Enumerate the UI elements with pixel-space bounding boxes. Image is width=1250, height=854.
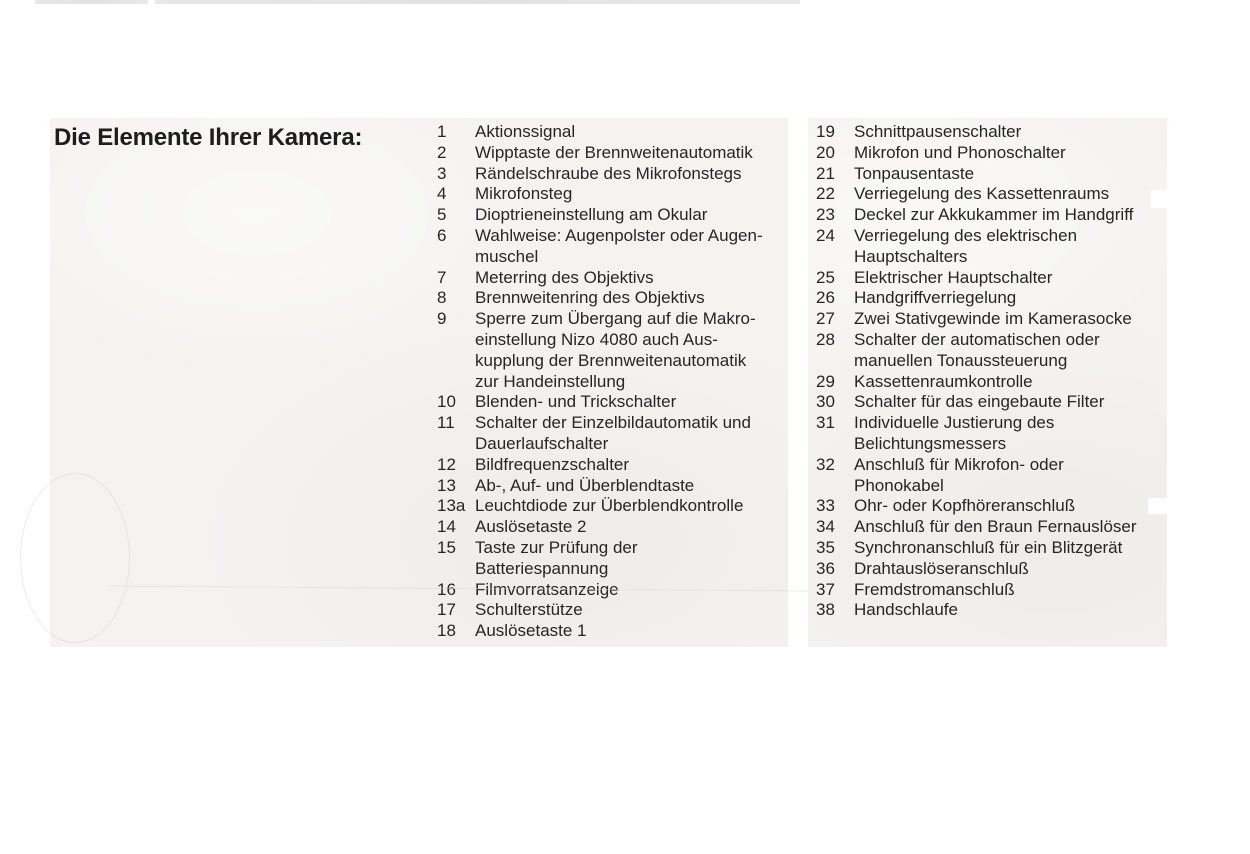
item-number: 27 <box>816 309 835 329</box>
item-text-line: Batteriespannung <box>475 558 609 578</box>
item-text <box>854 288 1164 309</box>
list-item <box>437 122 785 143</box>
item-number: 35 <box>816 537 835 557</box>
item-number: 29 <box>816 371 835 391</box>
item-number: 36 <box>816 558 835 578</box>
item-number: 37 <box>816 579 835 599</box>
list-item <box>816 372 1164 393</box>
item-text <box>475 184 785 205</box>
item-number: 24 <box>816 225 835 245</box>
list-item <box>437 226 785 268</box>
list-item <box>437 600 785 621</box>
item-text-line: Anschluß für Mikrofon- oder <box>854 454 1064 474</box>
list-item <box>816 392 1164 413</box>
item-text <box>854 580 1164 601</box>
item-text <box>854 372 1164 393</box>
item-text <box>854 559 1164 580</box>
item-number: 26 <box>816 288 835 308</box>
item-text-line: Mikrofonsteg <box>475 184 573 204</box>
item-number: 20 <box>816 142 835 162</box>
item-text <box>475 309 785 392</box>
list-item <box>816 122 1164 143</box>
item-text <box>854 496 1164 517</box>
item-text-line: manuellen Tonaussteuerung <box>854 350 1068 370</box>
item-text <box>854 205 1164 226</box>
item-text <box>854 538 1164 559</box>
item-text-line: Schalter der automatischen oder <box>854 329 1100 349</box>
list-item <box>816 205 1164 226</box>
item-text <box>854 268 1164 289</box>
item-text-line: Wipptaste der Brennweitenautomatik <box>475 142 753 162</box>
scan-edge-notch <box>1148 498 1167 514</box>
list-item <box>816 413 1164 455</box>
item-text-line: Mikrofon und Phonoschalter <box>854 142 1066 162</box>
item-text-line: Taste zur Prüfung der <box>475 537 638 557</box>
item-text <box>854 143 1164 164</box>
list-item <box>437 143 785 164</box>
list-item <box>437 496 785 517</box>
item-text-line: Fremdstromanschluß <box>854 579 1015 599</box>
item-number: 34 <box>816 517 835 537</box>
item-text <box>475 122 785 143</box>
item-text <box>475 621 785 642</box>
list-item <box>437 413 785 455</box>
item-text-line: Phonokabel <box>854 475 944 495</box>
item-text-line: Handgriffverriegelung <box>854 288 1017 308</box>
item-number: 13a <box>437 496 466 516</box>
item-text-line: Leuchtdiode zur Überblendkontrolle <box>475 496 744 516</box>
list-item <box>816 288 1164 309</box>
item-text-line: Synchronanschluß für ein Blitzgerät <box>854 537 1123 557</box>
scan-artifact-strip <box>155 0 800 4</box>
item-number: 10 <box>437 392 456 412</box>
item-number: 12 <box>437 454 456 474</box>
item-text-line: Auslösetaste 1 <box>475 621 587 641</box>
item-number: 17 <box>437 600 456 620</box>
item-number: 30 <box>816 392 835 412</box>
item-text-line: muschel <box>475 246 539 266</box>
item-text <box>854 392 1164 413</box>
item-text-line: Schulterstütze <box>475 600 583 620</box>
item-number: 1 <box>437 122 447 141</box>
camera-elements-list-2 <box>816 122 1164 621</box>
item-text <box>475 164 785 185</box>
list-item <box>437 268 785 289</box>
item-text-line: Ohr- oder Kopfhöreranschluß <box>854 496 1076 516</box>
list-item <box>437 309 785 392</box>
item-text <box>475 496 785 517</box>
list-item <box>816 226 1164 268</box>
item-number: 14 <box>437 517 456 537</box>
item-text <box>475 288 785 309</box>
item-number: 9 <box>437 309 447 329</box>
list-item <box>816 580 1164 601</box>
list-item <box>816 184 1164 205</box>
item-number: 16 <box>437 579 456 599</box>
item-text-line: Rändelschraube des Mikrofonstegs <box>475 163 742 183</box>
item-text <box>854 309 1164 330</box>
item-text <box>854 226 1164 268</box>
list-item <box>816 496 1164 517</box>
item-text-line: Belichtungsmessers <box>854 433 1007 453</box>
item-text <box>854 330 1164 372</box>
manual-page-right-section <box>808 118 1167 647</box>
list-item <box>437 455 785 476</box>
item-text-line: Blenden- und Trickschalter <box>475 392 677 412</box>
item-text-line: Individuelle Justierung des <box>854 413 1055 433</box>
item-number: 19 <box>816 122 835 141</box>
item-text-line: Verriegelung des Kassettenraums <box>854 184 1110 204</box>
item-text <box>475 580 785 601</box>
item-text-line: Anschluß für den Braun Fernauslöser <box>854 517 1137 537</box>
item-text <box>854 184 1164 205</box>
list-item <box>816 559 1164 580</box>
item-text-line: Meterring des Objektivs <box>475 267 654 287</box>
item-text-line: Sperre zum Übergang auf die Makro- <box>475 309 756 329</box>
item-text <box>475 205 785 226</box>
item-text-line: Verriegelung des elektrischen <box>854 225 1078 245</box>
item-text <box>854 517 1164 538</box>
item-number: 13 <box>437 475 456 495</box>
item-number: 25 <box>816 267 835 287</box>
item-text-line: Ab-, Auf- und Überblendtaste <box>475 475 695 495</box>
scan-artifact-strip <box>35 0 148 4</box>
item-text <box>475 517 785 538</box>
item-number: 15 <box>437 537 456 557</box>
list-item <box>816 164 1164 185</box>
item-number: 11 <box>437 413 455 433</box>
item-text-line: Schalter für das eingebaute Filter <box>854 392 1105 412</box>
item-text-line: Wahlweise: Augenpolster oder Augen- <box>475 225 763 245</box>
item-number: 38 <box>816 600 835 620</box>
list-item <box>816 330 1164 372</box>
list-item <box>437 476 785 497</box>
item-text-line: Filmvorratsanzeige <box>475 579 619 599</box>
manual-page-left-section <box>50 118 788 647</box>
list-item <box>816 455 1164 497</box>
item-text-line: Kassettenraumkontrolle <box>854 371 1033 391</box>
item-text-line: Schalter der Einzelbildautomatik und <box>475 413 751 433</box>
item-number: 7 <box>437 267 447 287</box>
item-number: 2 <box>437 142 447 162</box>
item-text-line: einstellung Nizo 4080 auch Aus- <box>475 329 718 349</box>
item-text <box>475 143 785 164</box>
item-text <box>475 392 785 413</box>
item-text <box>475 226 785 268</box>
list-item <box>437 164 785 185</box>
item-number: 23 <box>816 205 835 225</box>
item-text-line: Auslösetaste 2 <box>475 517 587 537</box>
item-text-line: Dauerlaufschalter <box>475 433 609 453</box>
list-item <box>816 143 1164 164</box>
item-number: 3 <box>437 163 447 183</box>
list-item <box>816 268 1164 289</box>
item-number: 28 <box>816 329 835 349</box>
item-number: 33 <box>816 496 835 516</box>
item-text-line: Drahtauslöseranschluß <box>854 558 1029 578</box>
item-text-line: Deckel zur Akkukammer im Handgriff <box>854 205 1134 225</box>
item-number: 21 <box>816 163 835 183</box>
item-number: 31 <box>816 413 835 433</box>
list-item <box>437 538 785 580</box>
item-text-line: Bildfrequenzschalter <box>475 454 630 474</box>
item-number: 6 <box>437 225 447 245</box>
camera-elements-list-1 <box>437 122 785 642</box>
paper-crease <box>20 473 130 643</box>
item-text <box>475 476 785 497</box>
item-text-line: Handschlaufe <box>854 600 958 620</box>
list-item <box>437 580 785 601</box>
list-item <box>816 600 1164 621</box>
list-item <box>437 392 785 413</box>
item-text-line: Elektrischer Hauptschalter <box>854 267 1053 287</box>
item-text <box>854 122 1164 143</box>
item-number: 18 <box>437 621 456 641</box>
item-text <box>854 455 1164 497</box>
item-text-line: Hauptschalters <box>854 246 968 266</box>
item-text-line: Zwei Stativgewinde im Kamerasocke <box>854 309 1132 329</box>
item-text <box>854 164 1164 185</box>
item-text-line: Tonpausentaste <box>854 163 975 183</box>
item-number: 22 <box>816 184 835 204</box>
item-text <box>475 600 785 621</box>
item-text-line: kupplung der Brennweitenautomatik <box>475 350 747 370</box>
list-item <box>437 621 785 642</box>
item-text <box>854 413 1164 455</box>
item-text-line: Brennweitenring des Objektivs <box>475 288 705 308</box>
list-item <box>816 309 1164 330</box>
scan-edge-notch <box>1151 190 1167 208</box>
item-number: 4 <box>437 184 447 204</box>
item-text-line: Dioptrieneinstellung am Okular <box>475 205 708 225</box>
item-text-line: Schnittpausenschalter <box>854 122 1022 141</box>
item-text <box>475 455 785 476</box>
item-text-line: Aktionssignal <box>475 122 576 141</box>
item-number: 5 <box>437 205 447 225</box>
list-item <box>437 288 785 309</box>
list-item <box>437 517 785 538</box>
item-text <box>475 538 785 580</box>
item-text <box>854 600 1164 621</box>
item-number: 8 <box>437 288 447 308</box>
page-title: Die Elemente Ihrer Kamera: <box>54 124 363 151</box>
list-item <box>437 184 785 205</box>
item-number: 32 <box>816 454 835 474</box>
list-item <box>816 517 1164 538</box>
item-text <box>475 413 785 455</box>
item-text-line: zur Handeinstellung <box>475 371 626 391</box>
list-item <box>437 205 785 226</box>
list-item <box>816 538 1164 559</box>
item-text <box>475 268 785 289</box>
